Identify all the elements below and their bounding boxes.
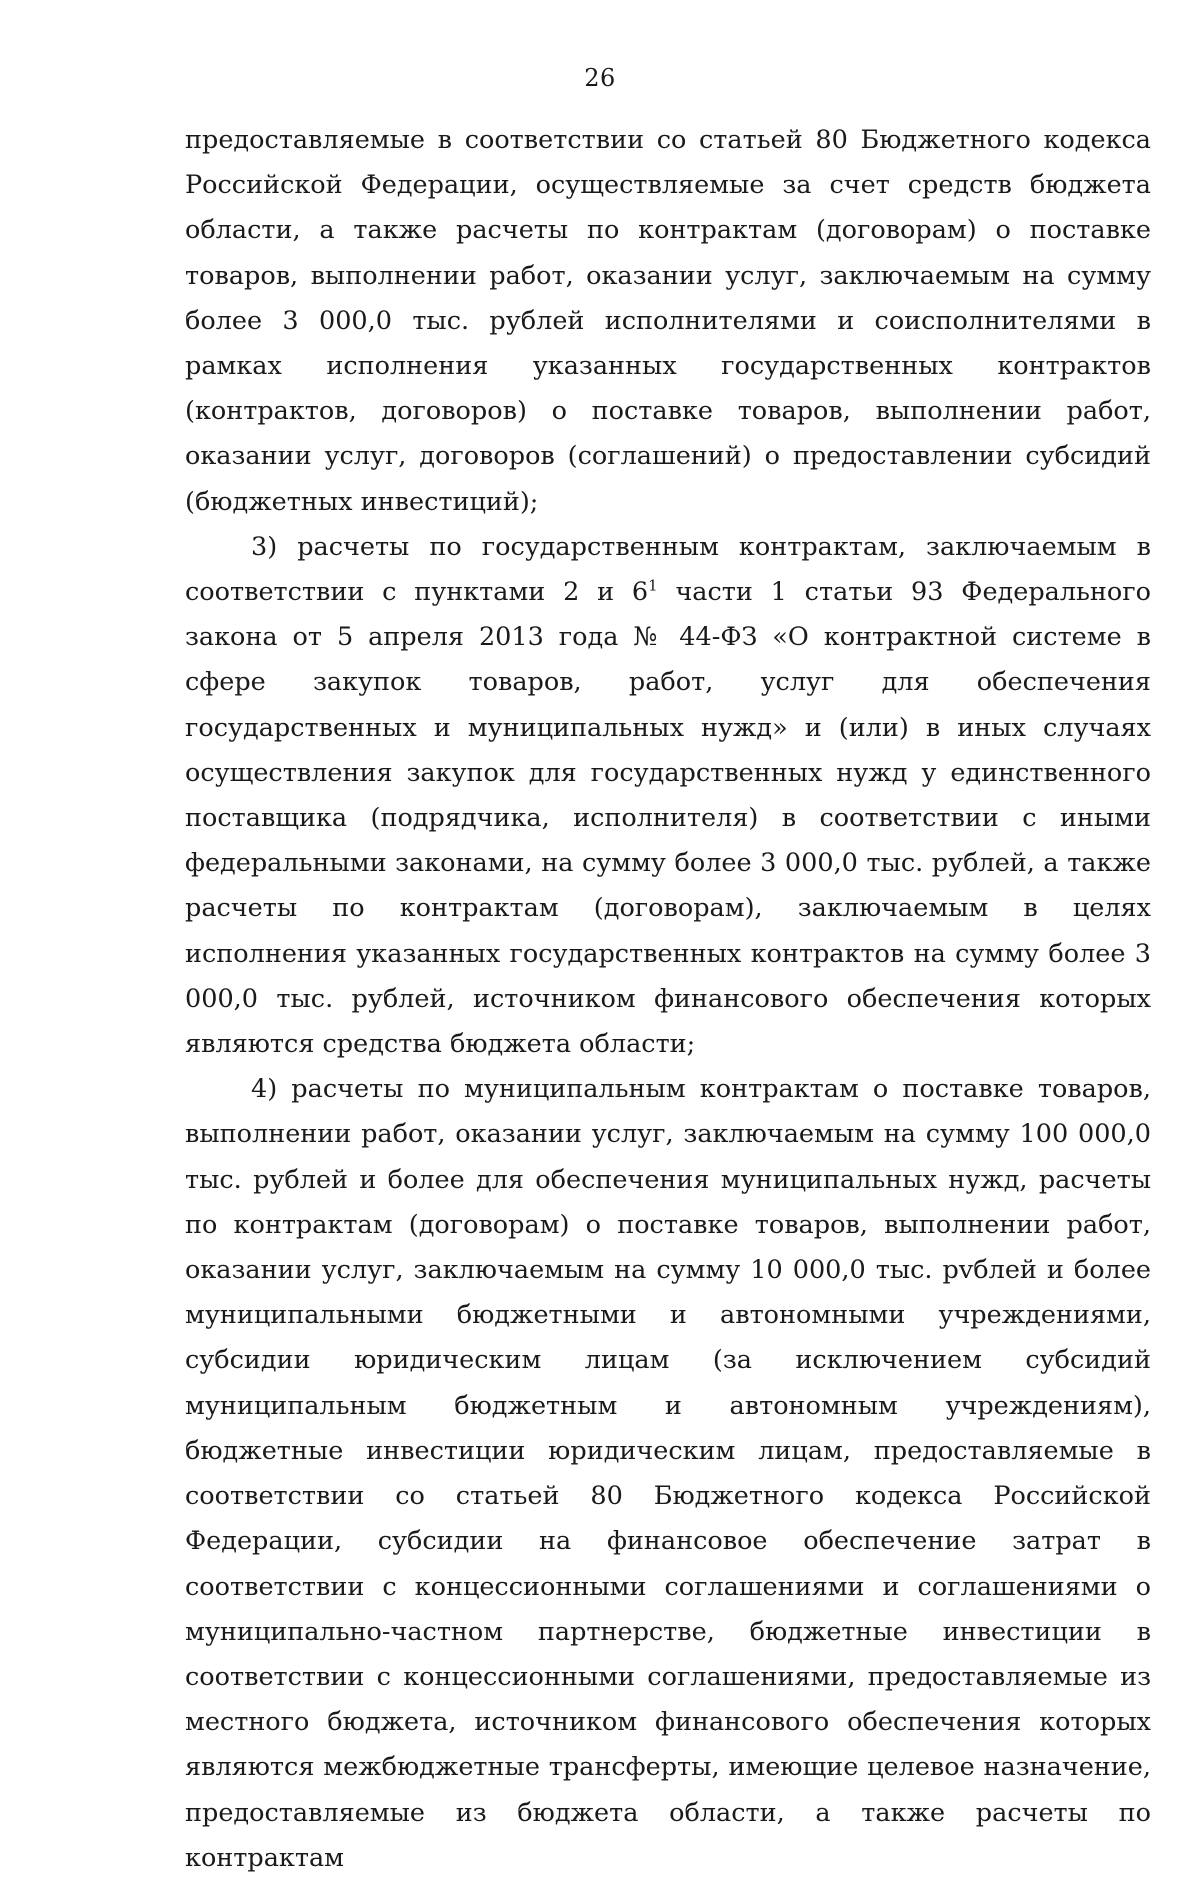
paragraph-item-4 xyxy=(185,1067,1151,1881)
page-number: 26 xyxy=(584,64,616,92)
document-body xyxy=(185,118,1151,1881)
paragraph-item-3 xyxy=(185,525,1151,1067)
paragraph-text: части 1 статьи 93 Федерального закона от 5 апреля 2013 года № 44-ФЗ «О контрактной системе в сфере закупок товаров, работ, услуг для обеспечения государственных и муниципальных нужд» и (или) в иных случаях осуществления закупок для государственных нужд у единственного поставщика (подрядчика, исполнителя) в соответствии с иными федеральными законами, на сумму более 3 000,0 тыс. рублей, а также расчеты по контрактам (договорам), заключаемым в целях исполнения указанных государственных контрактов на сумму более 3 000,0 тыс. рублей, источником финансового обеспечения которых являются средства бюджета области; xyxy=(185,577,1151,1060)
paragraph-text: 4) расчеты по муниципальным контрактам о поставке товаров, выполнении работ, оказании услуг, заключаемым на сумму 100 000,0 тыс. рублей и более для обеспечения муниципальных нужд, расчеты по контрактам (договорам) о поставке товаров, выполнении работ, оказании услуг, заключаемым на сумму 10 000,0 тыс. рvблей и более муниципальными бюджетными и автономными учреждениями, субсидии юридическим лицам (за исключением субсидий муниципальным бюджетным и автономным учреждениям), бюджетные инвестиции юридическим лицам, предоставляемые в соответствии со статьей 80 Бюджетного кодекса Российской Федерации, субсидии на финансовое обеспечение затрат в соответствии с концессионными соглашениями и соглашениями о муниципально-частном партнерстве, бюджетные инвестиции в соответствии с концессионными соглашениями, предоставляемые из местного бюджета, источником финансового обеспечения которых являются межбюджетные трансферты, имеющие целевое назначение, предоставляемые из бюджета области, а также расчеты по контрактам xyxy=(185,1074,1151,1873)
paragraph-continuation xyxy=(185,118,1151,525)
paragraph-text: 3) расчеты по государственным контрактам, заключаемым в соответствии с пунктами 2 и 6 xyxy=(185,531,1151,608)
superscript: 1 xyxy=(648,576,658,595)
paragraph-text: предоставляемые в соответствии со статьей 80 Бюджетного кодекса Российской Федерации, осуществляемые за счет средств бюджета области, а также расчеты по контрактам (договорам) о поставке товаров, выполнении работ, оказании услуг, заключаемым на сумму более 3 000,0 тыс. рублей исполнителями и соисполнителями в рамках исполнения указанных государственных контрактов (контрактов, договоров) о поставке товаров, выполнении работ, оказании услуг, договоров (соглашений) о предоставлении субсидий (бюджетных инвестиций); xyxy=(185,125,1151,517)
